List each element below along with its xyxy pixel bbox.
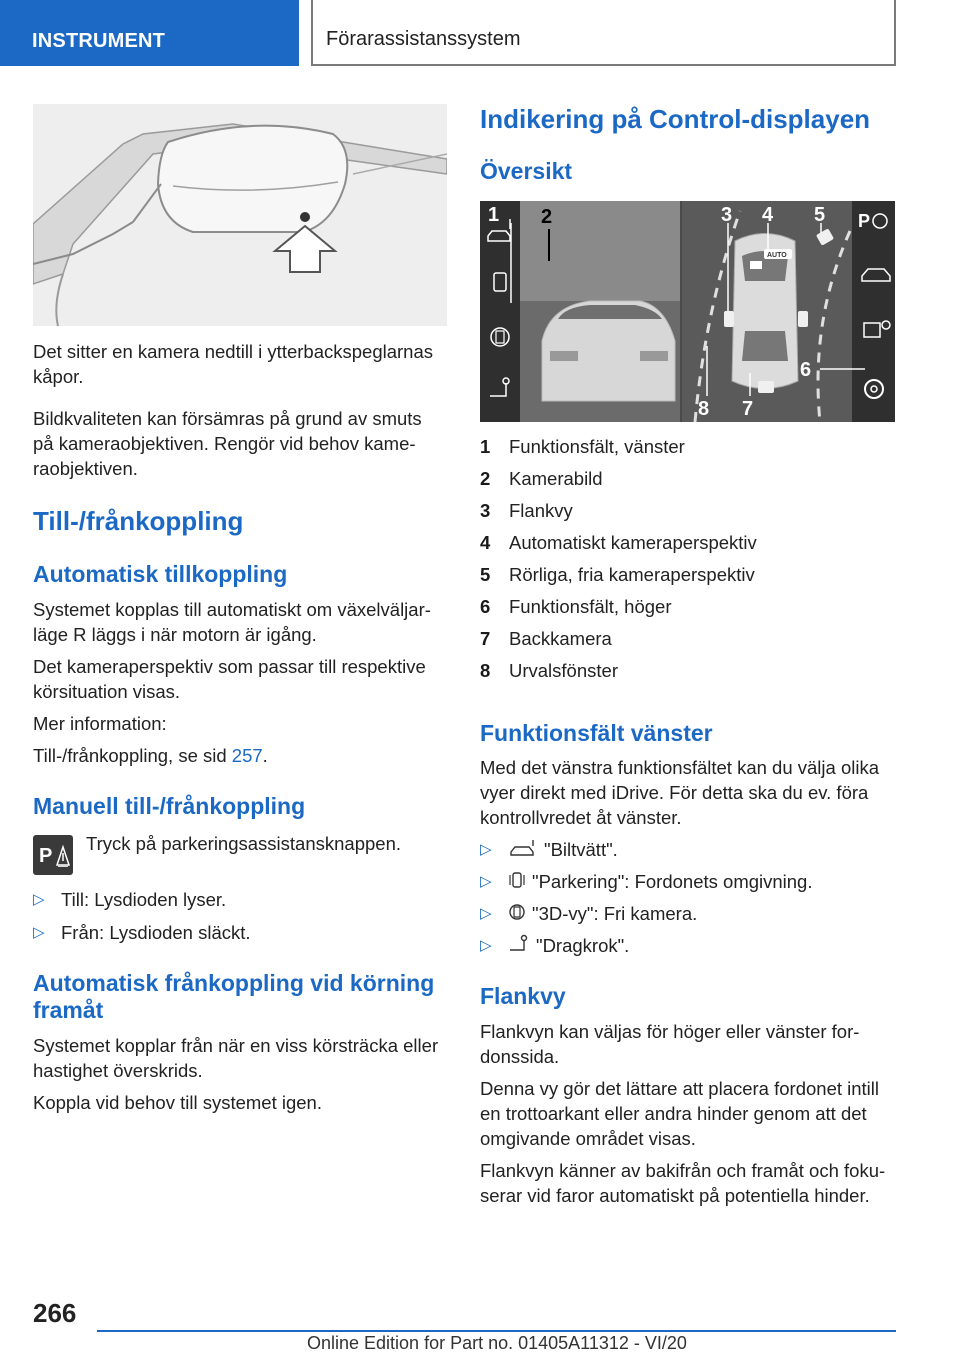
view-item-parking: ▷ "Parkering": Fordonets omgivning.	[480, 869, 898, 894]
control-display-illustration	[480, 201, 895, 422]
page-number: 266	[33, 1298, 77, 1328]
callout-1: 1	[488, 204, 500, 226]
view-item-car-wash: ▷ "Biltvätt".	[480, 837, 898, 862]
heading-on-off: Till-/frånkoppling	[33, 506, 244, 536]
paragraph-image-quality: Bildkvaliteten kan försämras på grund av smuts på kameraobjektiven. Rengör vid behov kame-raobjektiven.	[33, 408, 422, 479]
car-wash-icon	[508, 838, 538, 864]
heading-function-field-left: Funktionsfält vänster	[480, 720, 713, 746]
paragraph-flank-1: Flankvyn kan väljas för höger eller vänster for-donssida.	[480, 1021, 860, 1067]
bullet-triangle-icon: ▷	[480, 873, 492, 890]
display-p-label: P	[858, 211, 871, 231]
paragraph-flank-3: Flankvyn känner av bakifrån och framåt och foku-serar vid faror automatiskt på potentiella hinder.	[480, 1160, 886, 1206]
parking-view-icon	[508, 870, 526, 896]
callout-2: 2	[541, 206, 553, 228]
image-caption: Det sitter en kamera nedtill i ytterbackspeglarnas kåpor.	[33, 341, 433, 387]
bullet-triangle-icon: ▷	[33, 891, 45, 908]
paragraph-auto-off-2: Koppla vid behov till systemet igen.	[33, 1092, 322, 1113]
bullet-led-off: ▷ Från: Lysdioden släckt.	[33, 922, 251, 943]
paragraph-flank-2: Denna vy gör det lättare att placera fordonet intill en trottoarkant eller andra hinder genom att det omgivande området visas.	[480, 1078, 880, 1149]
footer-divider	[97, 1330, 896, 1332]
heading-manual: Manuell till-/frånkoppling	[33, 793, 306, 819]
cross-reference-text: Till-/frånkoppling, se sid	[33, 745, 232, 766]
tow-hitch-icon	[508, 934, 530, 960]
bullet-triangle-icon: ▷	[480, 841, 492, 858]
bullet-triangle-icon: ▷	[480, 905, 492, 922]
heading-flank-view: Flankvy	[480, 983, 566, 1009]
paragraph-function-field-left: Med det vänstra funktionsfältet kan du välja olika vyer direkt med iDrive. För detta ska du ev. föra kontrollvredet åt vänster.	[480, 757, 880, 828]
callout-5: 5	[814, 204, 826, 226]
callout-7: 7	[742, 398, 754, 420]
bullet-led-on: ▷ Till: Lysdioden lyser.	[33, 889, 227, 910]
view-item-tow-hitch: ▷ "Dragkrok".	[480, 933, 898, 958]
callout-4: 4	[762, 204, 774, 226]
callout-8: 8	[698, 398, 710, 420]
edition-text: Online Edition for Part no. 01405A11312 - VI/20	[307, 1333, 687, 1353]
bullet-triangle-icon: ▷	[33, 924, 45, 941]
page-link-257[interactable]: 257	[231, 745, 263, 766]
paragraph-auto-off-1: Systemet kopplar från när en viss körsträcka eller hastighet överskrids.	[33, 1035, 439, 1081]
paragraph-more-info: Mer information:	[33, 713, 167, 734]
page-header	[0, 0, 960, 66]
auto-badge-label: AUTO	[767, 252, 787, 259]
cross-reference-end: .	[262, 745, 268, 766]
chapter-title: Förarassistanssystem	[311, 0, 896, 66]
heading-overview: Översikt	[480, 158, 573, 184]
parking-assist-button-icon	[33, 835, 73, 875]
manual-instruction: Tryck på parkeringsassistansknappen.	[86, 833, 401, 854]
heading-auto-off: Automatisk frånkoppling vid körning framåt	[33, 970, 435, 1023]
svg-text:P: P	[39, 845, 53, 867]
paragraph-auto-on-2: Det kameraperspektiv som passar till respektive körsituation visas.	[33, 656, 426, 702]
heading-control-display: Indikering på Control-displayen	[480, 104, 871, 134]
legend-list: 1 Funktionsfält, vänster 2 Kamerabild 3 Flankvy 4 Automatiskt kameraperspektiv 5 Rörliga, fria kameraperspektiv 6 Funktionsfält, höger 7 Backkamera 8 Urvalsfönster	[480, 436, 757, 681]
cross-reference	[33, 743, 447, 768]
view-item-3d: ▷ "3D-vy": Fri kamera.	[480, 901, 898, 926]
section-tab: INSTRUMENT	[0, 0, 299, 66]
3d-view-icon	[508, 902, 526, 928]
bullet-triangle-icon: ▷	[480, 937, 492, 954]
mirror-camera-illustration	[33, 104, 447, 326]
paragraph-auto-on-1: Systemet kopplas till automatiskt om växelväljar-läge R läggs i när motorn är igång.	[33, 599, 431, 645]
callout-6: 6	[800, 359, 812, 381]
heading-auto-on: Automatisk tillkoppling	[33, 561, 288, 587]
callout-3: 3	[721, 204, 733, 226]
